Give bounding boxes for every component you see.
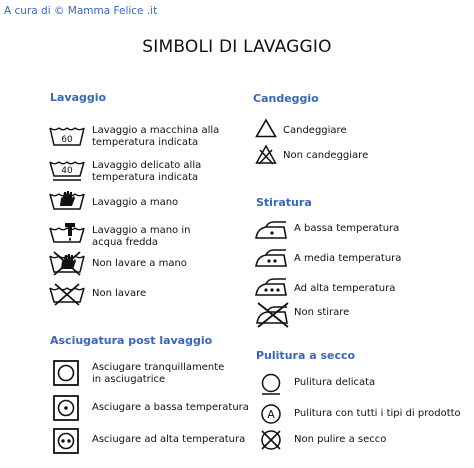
hand-wash-icon: [49, 189, 85, 211]
list-item-label: Pulitura con tutti i tipi di prodotto: [294, 408, 461, 419]
section-title-candeggio: Candeggio: [253, 92, 319, 105]
wash-temp-60: 60: [61, 135, 73, 145]
tumble-dry-high-icon: [53, 428, 79, 454]
list-item-label: Non candeggiare: [283, 150, 369, 161]
no-iron-icon: [254, 302, 290, 328]
list-item-label: Asciugare a bassa temperatura: [92, 402, 249, 413]
list-item-label: Non lavare a mano: [92, 258, 187, 269]
list-item-label: Asciugare ad alta temperatura: [92, 434, 246, 445]
wash-tub-40-icon: [49, 159, 85, 183]
wash-tub-60-icon: [49, 125, 85, 147]
iron-medium-icon: [254, 249, 288, 269]
no-bleach-icon: [255, 144, 277, 166]
section-title-asciugatura: Asciugatura post lavaggio: [50, 334, 213, 347]
no-wash-icon: [49, 282, 85, 306]
iron-low-icon: [254, 221, 288, 241]
list-item-label: Pulitura delicata: [294, 377, 376, 388]
bleach-triangle-icon: [255, 118, 277, 138]
tumble-dry-low-icon: [53, 395, 79, 421]
section-title-lavaggio: Lavaggio: [50, 91, 107, 104]
tumble-dry-icon: [53, 360, 79, 386]
dry-clean-letter: A: [267, 408, 275, 421]
list-item-label: Non lavare: [92, 288, 147, 299]
list-item-label: Lavaggio a macchina alla temperatura indicata: [92, 125, 220, 148]
section-title-stiratura: Stiratura: [256, 196, 312, 209]
dry-clean-a-icon: [260, 403, 282, 425]
list-item-label: A media temperatura: [294, 253, 402, 264]
list-item-label: Asciugare tranquillamente in asciugatrice: [92, 362, 225, 385]
no-dry-clean-icon: [259, 428, 283, 452]
no-hand-wash-icon: [49, 250, 85, 276]
list-item-label: A bassa temperatura: [294, 223, 400, 234]
page-title: SIMBOLI DI LAVAGGIO: [142, 37, 332, 57]
hand-wash-cold-icon: [49, 222, 85, 246]
dry-clean-circle-icon: [260, 373, 282, 395]
list-item-label: Candeggiare: [283, 125, 347, 136]
list-item-label: Ad alta temperatura: [294, 283, 396, 294]
list-item-label: Lavaggio a mano: [92, 197, 179, 208]
credit-line: A cura di © Mamma Felice .it: [4, 5, 158, 17]
wash-temp-40: 40: [61, 166, 73, 176]
iron-high-icon: [254, 278, 288, 298]
list-item-label: Lavaggio a mano in acqua fredda: [92, 225, 191, 248]
list-item-label: Non pulire a secco: [294, 434, 387, 445]
list-item-label: Non stirare: [294, 307, 350, 318]
list-item-label: Lavaggio delicato alla temperatura indicata: [92, 160, 202, 183]
section-title-pulitura: Pulitura a secco: [256, 349, 356, 362]
